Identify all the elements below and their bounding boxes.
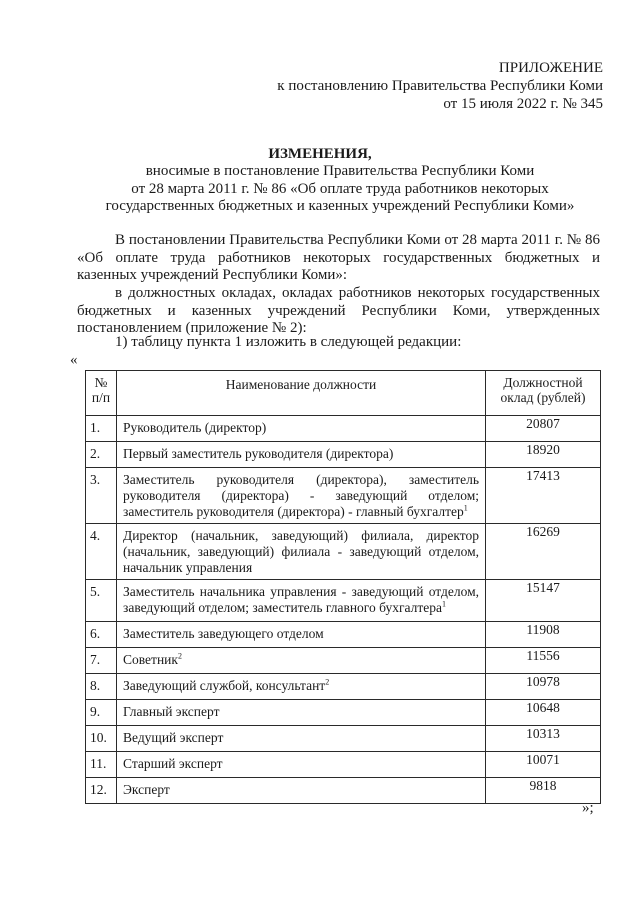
row-number: 3. — [86, 468, 117, 524]
row-position-name — [117, 442, 486, 468]
document-title: ИЗМЕНЕНИЯ, — [268, 146, 372, 162]
quote-close: »; — [582, 800, 594, 816]
position-name-text: Заместитель заведующего отделом — [123, 626, 324, 641]
paragraph-intro-text: В постановлении Правительства Республики Коми от 28 марта 2011 г. № 86 «Об оплате труда работников некоторых государственных бюджетных и казенных учреждений Республики Коми»: — [77, 232, 600, 283]
table-row — [86, 778, 601, 804]
salary-table — [85, 370, 601, 804]
row-position-name — [117, 700, 486, 726]
row-salary: 10978 — [486, 674, 601, 700]
paragraph-amendment-text: в должностных окладах, окладах работников некоторых государственных бюджетных и казенных учреждений Республики Коми, утвержденных постановлением (приложение № 2): — [77, 285, 600, 336]
row-number: 7. — [86, 648, 117, 674]
row-number: 8. — [86, 674, 117, 700]
row-position-name — [117, 416, 486, 442]
row-number: 5. — [86, 580, 117, 622]
header-salary — [486, 371, 601, 416]
position-name-text: Заведующий службой, консультант — [123, 678, 326, 693]
quote-open: « — [70, 352, 78, 368]
table-row — [86, 674, 601, 700]
position-name-text: Главный эксперт — [123, 704, 220, 719]
table-row — [86, 416, 601, 442]
header-number-line2: п/п — [91, 390, 111, 405]
row-position-name — [117, 468, 486, 524]
table-row — [86, 648, 601, 674]
header-salary-line2: оклад (рублей) — [500, 390, 586, 405]
subtitle-line: вносимые в постановление Правительства Республики Коми — [145, 163, 535, 179]
row-position-name — [117, 580, 486, 622]
table-header-row — [86, 371, 601, 416]
position-name-text: Эксперт — [123, 782, 170, 797]
row-number: 6. — [86, 622, 117, 648]
appendix-block — [243, 59, 603, 113]
table-row — [86, 580, 601, 622]
row-salary: 17413 — [486, 468, 601, 524]
footnote-marker: 1 — [463, 503, 468, 513]
row-salary: 11908 — [486, 622, 601, 648]
row-number: 10. — [86, 726, 117, 752]
position-name-text: Старший эксперт — [123, 756, 223, 771]
row-position-name — [117, 622, 486, 648]
position-name-text: Руководитель (директор) — [123, 420, 267, 435]
footnote-marker: 2 — [177, 651, 182, 661]
table-row — [86, 700, 601, 726]
row-salary: 10313 — [486, 726, 601, 752]
row-salary: 10071 — [486, 752, 601, 778]
table-row — [86, 468, 601, 524]
position-name-text: Советник — [123, 652, 178, 667]
footnote-marker: 2 — [325, 677, 330, 687]
position-name-text: Ведущий эксперт — [123, 730, 224, 745]
row-salary: 11556 — [486, 648, 601, 674]
header-number — [86, 371, 117, 416]
row-number: 4. — [86, 524, 117, 580]
position-name-text: Директор (начальник, заведующий) филиала, директор (начальник, заведующий) филиала - заведующий отделом, начальник управления — [123, 528, 479, 575]
item-1-instruction: 1) таблицу пункта 1 изложить в следующей редакции: — [115, 334, 462, 350]
row-number: 9. — [86, 700, 117, 726]
table-row — [86, 524, 601, 580]
table-row — [86, 726, 601, 752]
row-salary: 15147 — [486, 580, 601, 622]
paragraph-amendment — [77, 285, 600, 338]
row-salary: 18920 — [486, 442, 601, 468]
document-subtitle — [60, 163, 620, 216]
subtitle-line: от 28 марта 2011 г. № 86 «Об оплате труда работников некоторых — [131, 180, 549, 197]
row-salary: 9818 — [486, 778, 601, 804]
row-position-name — [117, 726, 486, 752]
row-salary: 20807 — [486, 416, 601, 442]
row-salary: 10648 — [486, 700, 601, 726]
footnote-marker: 1 — [442, 599, 447, 609]
header-salary-line1: Должностной — [503, 375, 583, 390]
row-position-name — [117, 524, 486, 580]
subtitle-line: государственных бюджетных и казенных учреждений Республики Коми» — [105, 198, 575, 214]
row-position-name — [117, 752, 486, 778]
table-row — [86, 752, 601, 778]
row-number: 11. — [86, 752, 117, 778]
row-position-name — [117, 778, 486, 804]
appendix-date: от 15 июля 2022 г. № 345 — [443, 96, 603, 112]
appendix-resolution-ref: к постановлению Правительства Республики Коми — [277, 78, 603, 94]
row-number: 12. — [86, 778, 117, 804]
row-salary: 16269 — [486, 524, 601, 580]
row-position-name — [117, 648, 486, 674]
row-position-name — [117, 674, 486, 700]
row-number: 2. — [86, 442, 117, 468]
position-name-text: Первый заместитель руководителя (директора) — [123, 446, 394, 461]
appendix-heading: ПРИЛОЖЕНИЕ — [498, 60, 603, 76]
table-row — [86, 442, 601, 468]
position-name-text: Заместитель руководителя (директора), заместитель руководителя (директора) - заведующий отделом; заместитель руководителя (директора) - главный бухгалтер — [123, 472, 479, 519]
row-number: 1. — [86, 416, 117, 442]
header-number-line1: № — [94, 375, 108, 390]
header-position-name: Наименование должности — [117, 371, 486, 416]
paragraph-intro — [77, 232, 600, 285]
position-name-text: Заместитель начальника управления - заведующий отделом, заведующий отделом; заместитель главного бухгалтера — [123, 584, 479, 615]
table-row — [86, 622, 601, 648]
